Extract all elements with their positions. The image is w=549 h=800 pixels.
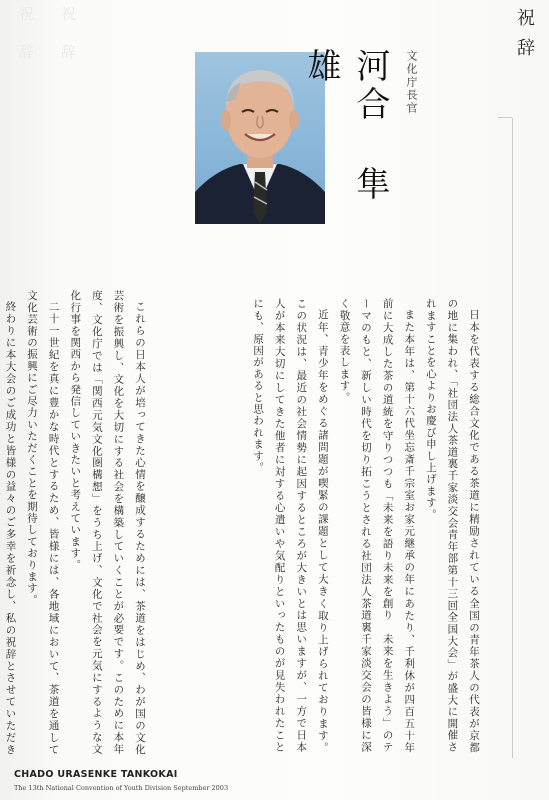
- author-title: 文化庁長官: [405, 50, 418, 115]
- page-heading: 祝辞: [514, 8, 535, 68]
- body-paragraph: これらの日本人が培ってきた心情を醸成するためには、茶道をはじめ、わが国の文化芸術を振興し、文化を大切にする社会を構築していくことが必要です。このために本年度、文化庁では「関西元気文化圏構想」をうち上げ、文化で社会を元気にするような文化行事を関西から発信していきたいと考えています。: [69, 290, 146, 755]
- bleed-through-text: 祝 辞: [17, 6, 35, 63]
- body-paragraph: 近年、青少年をめぐる諸問題が喫緊の課題として大きく取り上げられております。この状況は、最近の社会情勢に起因するところが大きいとは思いますが、一方で日本人が本来大切にしてきた他者に対する心遣いや気配りといったものが見失われたことにも、原因があると思われます。: [252, 298, 329, 753]
- body-paragraph: 二十一世紀を真に豊かな時代とするため、皆様には、各地域において、茶道を通して文化芸術の振興にご尽力いただくことを期待しております。: [26, 290, 60, 755]
- message-body-column-2: [4, 290, 150, 755]
- body-paragraph: 終わりに本大会のご成功と皆様の益々のご多幸を祈念し、私の祝辞とさせていただき: [4, 300, 17, 755]
- footer-publication: CHADO URASENKE TANKOKAI: [14, 769, 178, 780]
- author-given-name: 隼雄: [301, 48, 390, 204]
- footer-edition: The 13th National Convention of Youth Division September 2003: [14, 784, 229, 792]
- author-family-name: 河合: [350, 48, 390, 124]
- author-name: [301, 48, 395, 228]
- heading-rule: [498, 117, 512, 118]
- body-paragraph: また本年は、第十六代坐忘斎千宗室お家元継承の年にあたり、千利休が四百五十年前に大成した茶の道統を守りつつも「未来を語り未来を創り 未来を生きよう」のテーマのもと、新しい時代を切り拓こうとされる社団法人茶道裏千家淡交会の皆様に深く敬意を表します。: [338, 298, 416, 753]
- body-paragraph: 日本を代表する総合文化である茶道に精励されている全国の青年茶人の代表が京都の地に集われ、「社団法人茶道裏千家淡交会青年部第十三回全国大会」が盛大に開催されますことを心よりお慶び申し上げます。: [424, 298, 480, 753]
- message-body-column-1: [157, 298, 484, 753]
- bleed-through-text: 祝 辞: [59, 6, 77, 63]
- heading-rule-vertical: [512, 118, 513, 758]
